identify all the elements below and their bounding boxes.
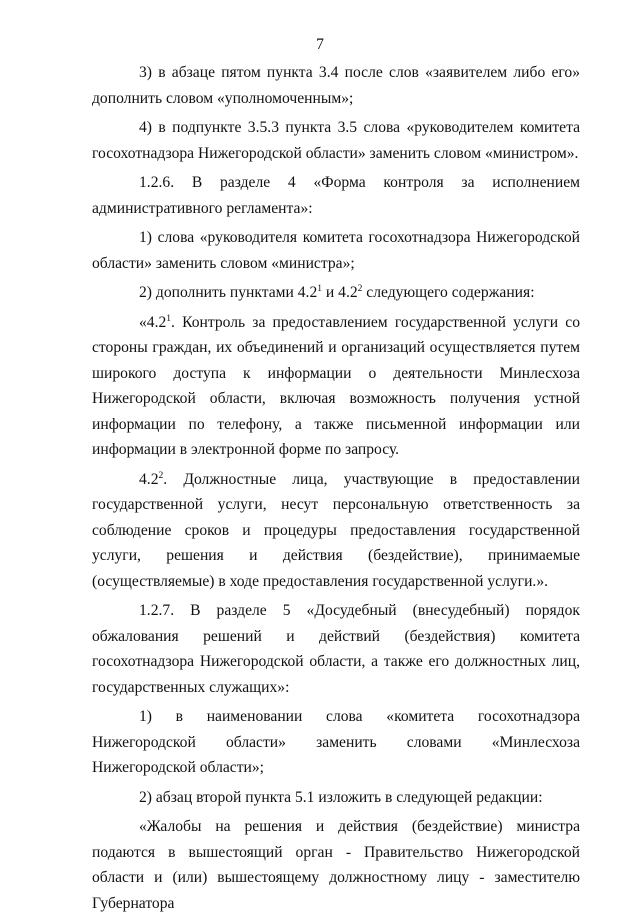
paragraph-section4-item1: 1) слова «руководителя комитета госохотнадзора Нижегородской области» заменить словом «министра»;: [92, 229, 580, 272]
page-number: 7: [316, 36, 324, 53]
paragraph-4-2-1: «$4.2^1$. Контроль за предоставлением государственной услуги со стороны граждан, их объединений и организаций осуществляется путем широкого доступа к информации о деятельности Минлесхоза Нижегородской области, включая возможность получения устной информации по телефону, а также письменной информации или информации в электронной форме по запросу.: [92, 313, 580, 458]
paragraph-section4-item2: 2) дополнить пунктами $4.2^1$ и $4.2^2$ следующего содержания:: [139, 283, 535, 301]
paragraph-3-4-amendment: 3) в абзаце пятом пункта 3.4 после слов «заявителем либо его» дополнить словом «уполномоченным»;: [92, 64, 580, 107]
paragraph-section5-item2: 2) абзац второй пункта 5.1 изложить в следующей редакции:: [139, 788, 543, 806]
paragraph-complaints-quote: «Жалобы на решения и действия (бездействие) министра подаются в вышестоящий орган - Правительство Нижегородской области и (или) вышестоящему должностному лицу - заместителю Губернатора: [92, 818, 580, 912]
paragraph-4-2-2: $4.2^2$. Должностные лица, участвующие в предоставлении государственной услуги, несут персональную ответственность за соблюдение сроков и процедуры предоставления государственной услуги, решения и действия (бездействие), принимаемые (осуществляемые) в ходе предоставления государственной услуги.».: [92, 470, 580, 590]
paragraph-section5-item1: 1) в наименовании слова «комитета госохотнадзора Нижегородской области» заменить словами «Минлесхоза Нижегородской области»;: [92, 708, 580, 776]
paragraph-3-5-3-amendment: 4) в подпункте 3.5.3 пункта 3.5 слова «руководителем комитета госохотнадзора Нижегородской области» заменить словом «министром».: [92, 119, 580, 162]
document-body: [92, 60, 580, 920]
paragraph-1-2-6-heading: 1.2.6. В разделе 4 «Форма контроля за исполнением административного регламента»:: [92, 174, 580, 217]
paragraph-1-2-7-heading: 1.2.7. В разделе 5 «Досудебный (внесудебный) порядок обжалования решений и действий (бездействия) комитета госохотнадзора Нижегородской области, а также его должностных лиц, государственных служащих»:: [92, 602, 580, 696]
